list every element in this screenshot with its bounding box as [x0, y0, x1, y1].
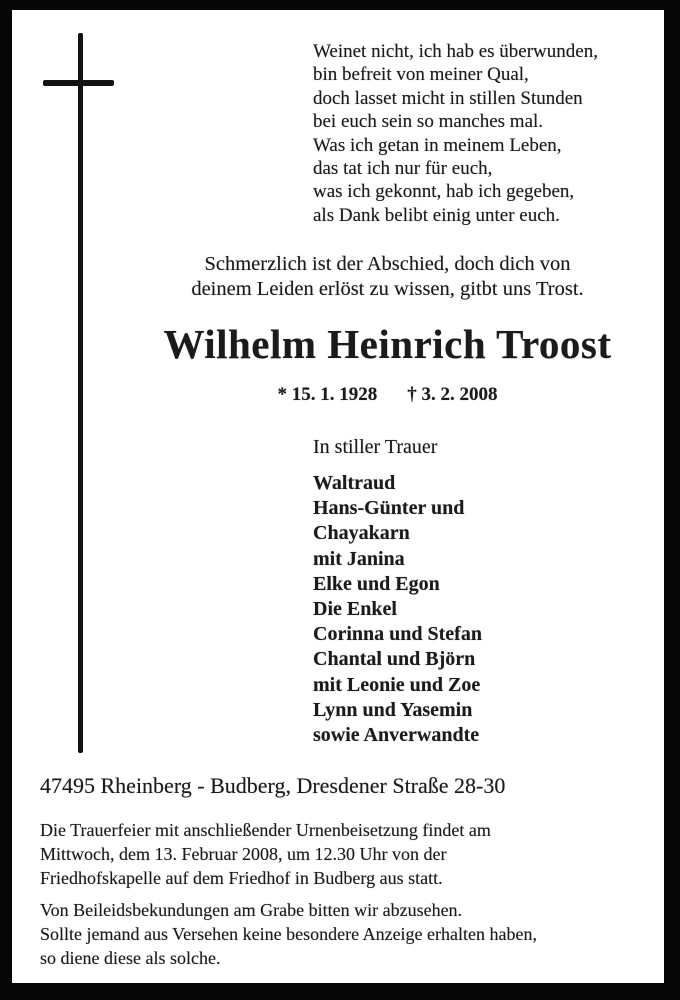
mourners-list — [313, 471, 482, 748]
funeral-info-line: Mittwoch, dem 13. Februar 2008, um 12.30 Uhr von der — [40, 844, 447, 864]
mourner-name: Elke und Egon — [313, 572, 440, 595]
mourner-name: sowie Anverwandte — [313, 724, 480, 747]
address-line: 47495 Rheinberg - Budberg, Dresdener Straße 28-30 — [40, 773, 506, 798]
epitaph-line: deinem Leiden erlöst zu wissen, gitbt uns Trost. — [191, 278, 584, 300]
deceased-name: Wilhelm Heinrich Troost — [163, 321, 612, 367]
epitaph-text — [105, 252, 670, 302]
death-date: † 3. 2. 2008 — [407, 384, 498, 405]
mourner-name: Chantal und Björn — [313, 648, 476, 671]
mourner-name: Corinna und Stefan — [313, 623, 482, 646]
poem-line: bei euch sein so manches mal. — [313, 111, 544, 133]
poem-line: als Dank belibt einig unter euch. — [313, 204, 560, 226]
mourner-name: mit Leonie und Zoe — [313, 673, 481, 696]
condolence-note-line: Von Beileidsbekundungen am Grabe bitten wir abzusehen. — [40, 900, 463, 920]
condolence-note-line: so diene diese als solche. — [40, 948, 221, 968]
mourner-name: Lynn und Yasemin — [313, 698, 473, 721]
mourner-name: Chayakarn — [313, 522, 410, 545]
poem-line: Was ich getan in meinem Leben, — [313, 134, 562, 156]
epitaph-line: Schmerzlich ist der Abschied, doch dich von — [204, 253, 571, 275]
life-dates — [105, 384, 670, 406]
poem-line: bin befreit von meiner Qual, — [313, 64, 529, 86]
mourning-intro: In stiller Trauer — [313, 436, 438, 458]
mourner-name: Hans-Günter und — [313, 497, 465, 520]
mourner-name: mit Janina — [313, 547, 405, 570]
poem-line: doch lasset micht in stillen Stunden — [313, 87, 583, 109]
birth-date: * 15. 1. 1928 — [277, 384, 378, 405]
poem-line: was ich gekonnt, hab ich gegeben, — [313, 181, 575, 203]
funeral-info — [40, 818, 491, 890]
condolence-note — [40, 898, 537, 970]
mourner-name: Waltraud — [313, 472, 396, 494]
condolence-note-line: Sollte jemand aus Versehen keine besondere Anzeige erhalten haben, — [40, 924, 537, 944]
funeral-info-line: Friedhofskapelle auf dem Friedhof in Budberg aus statt. — [40, 868, 443, 888]
cross-vertical-bar — [78, 33, 83, 753]
mourning-poem — [313, 40, 598, 227]
poem-line: das tat ich nur für euch, — [313, 158, 493, 180]
mourner-name: Die Enkel — [313, 598, 397, 621]
funeral-info-line: Die Trauerfeier mit anschließender Urnenbeisetzung findet am — [40, 820, 491, 840]
cross-horizontal-bar — [43, 80, 114, 86]
poem-line: Weinet nicht, ich hab es überwunden, — [313, 41, 598, 62]
